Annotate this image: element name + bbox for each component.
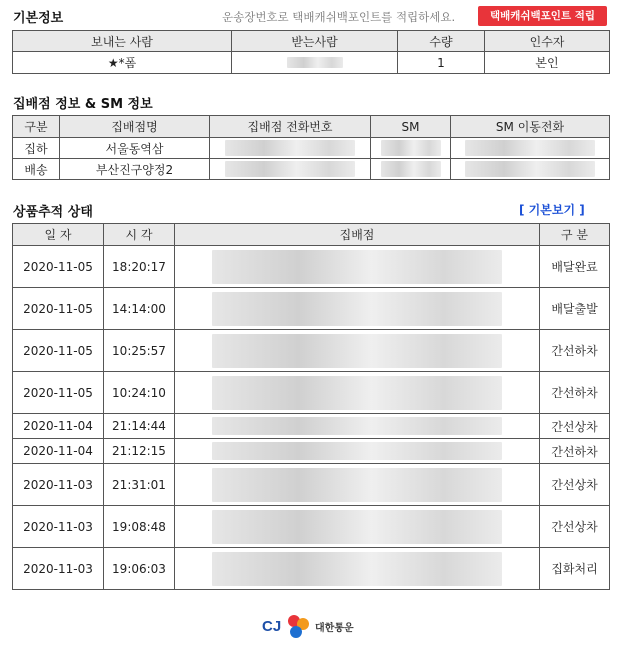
sm-mobile-redacted [451, 159, 610, 180]
header-branch-name: 집배점명 [60, 116, 210, 138]
branch-phone-redacted [210, 159, 371, 180]
basic-info-title: 기본정보 [13, 11, 64, 26]
header-sm-mobile: SM 이동전화 [451, 116, 610, 138]
track-date: 2020-11-03 [13, 506, 104, 548]
track-branch-redacted [175, 464, 540, 506]
track-branch-redacted [175, 330, 540, 372]
track-date: 2020-11-05 [13, 288, 104, 330]
cj-logo-text: 대한통운 [315, 623, 354, 634]
track-date: 2020-11-03 [13, 548, 104, 590]
track-branch-redacted [175, 506, 540, 548]
track-status: 집화처리 [540, 548, 610, 590]
track-status: 배달완료 [540, 246, 610, 288]
header-time: 시 각 [104, 224, 175, 246]
header-quantity: 수량 [398, 31, 485, 52]
sm-name-redacted [371, 159, 451, 180]
branch-name: 서울동역삼 [60, 138, 210, 159]
branch-type: 집하 [13, 138, 60, 159]
table-row [13, 330, 610, 372]
sm-mobile-redacted [451, 138, 610, 159]
track-date: 2020-11-05 [13, 330, 104, 372]
header-branch-phone: 집배점 전화번호 [210, 116, 371, 138]
track-time: 10:25:57 [104, 330, 175, 372]
sender-value: ★*폼 [13, 52, 232, 74]
header-sm: SM [371, 116, 451, 138]
branch-info-table [12, 115, 610, 180]
track-time: 18:20:17 [104, 246, 175, 288]
header-date: 일 자 [13, 224, 104, 246]
table-row [13, 439, 610, 464]
branch-phone-redacted [210, 138, 371, 159]
track-status: 배달출발 [540, 288, 610, 330]
track-time: 10:24:10 [104, 372, 175, 414]
branch-name: 부산진구양정2 [60, 159, 210, 180]
table-row [13, 138, 610, 159]
track-status: 간선상차 [540, 464, 610, 506]
header-status: 구 분 [540, 224, 610, 246]
track-branch-redacted [175, 288, 540, 330]
cashback-hint: 운송장번호로 택배캐쉬백포인트를 적립하세요. [222, 10, 456, 24]
track-branch-redacted [175, 414, 540, 439]
track-status: 간선하차 [540, 372, 610, 414]
track-time: 21:14:44 [104, 414, 175, 439]
header-branch: 집배점 [175, 224, 540, 246]
table-row [13, 372, 610, 414]
track-time: 21:12:15 [104, 439, 175, 464]
table-row [13, 288, 610, 330]
track-branch-redacted [175, 246, 540, 288]
tracking-table [12, 223, 610, 590]
track-branch-redacted [175, 548, 540, 590]
header-type: 구분 [13, 116, 60, 138]
track-status: 간선하차 [540, 330, 610, 372]
cj-logo-mark: CJ [262, 618, 282, 635]
track-status: 간선상차 [540, 506, 610, 548]
track-branch-redacted [175, 439, 540, 464]
cj-logo-icon [284, 612, 314, 642]
basic-view-link[interactable]: [ 기본보기 ] [519, 203, 585, 217]
track-status: 간선하차 [540, 439, 610, 464]
track-date: 2020-11-03 [13, 464, 104, 506]
cashback-point-button[interactable]: 택배캐쉬백포인트 적립 [478, 6, 607, 26]
quantity-value: 1 [398, 52, 485, 74]
tracking-title: 상품추적 상태 [13, 205, 93, 220]
basic-info-table [12, 30, 610, 74]
track-status: 간선상차 [540, 414, 610, 439]
cj-logo [262, 612, 362, 644]
track-date: 2020-11-04 [13, 439, 104, 464]
table-row [13, 246, 610, 288]
table-row [13, 464, 610, 506]
table-row [13, 159, 610, 180]
track-date: 2020-11-04 [13, 414, 104, 439]
table-row [13, 506, 610, 548]
track-date: 2020-11-05 [13, 246, 104, 288]
track-branch-redacted [175, 372, 540, 414]
table-row [13, 548, 610, 590]
track-time: 19:08:48 [104, 506, 175, 548]
track-date: 2020-11-05 [13, 372, 104, 414]
track-time: 21:31:01 [104, 464, 175, 506]
acceptor-value: 본인 [485, 52, 610, 74]
header-recipient: 받는사람 [232, 31, 398, 52]
track-time: 14:14:00 [104, 288, 175, 330]
sm-name-redacted [371, 138, 451, 159]
track-time: 19:06:03 [104, 548, 175, 590]
table-row [13, 414, 610, 439]
branch-type: 배송 [13, 159, 60, 180]
recipient-value-redacted [232, 52, 398, 74]
branch-info-title: 집배점 정보 & SM 정보 [13, 97, 153, 112]
header-sender: 보내는 사람 [13, 31, 232, 52]
header-acceptor: 인수자 [485, 31, 610, 52]
